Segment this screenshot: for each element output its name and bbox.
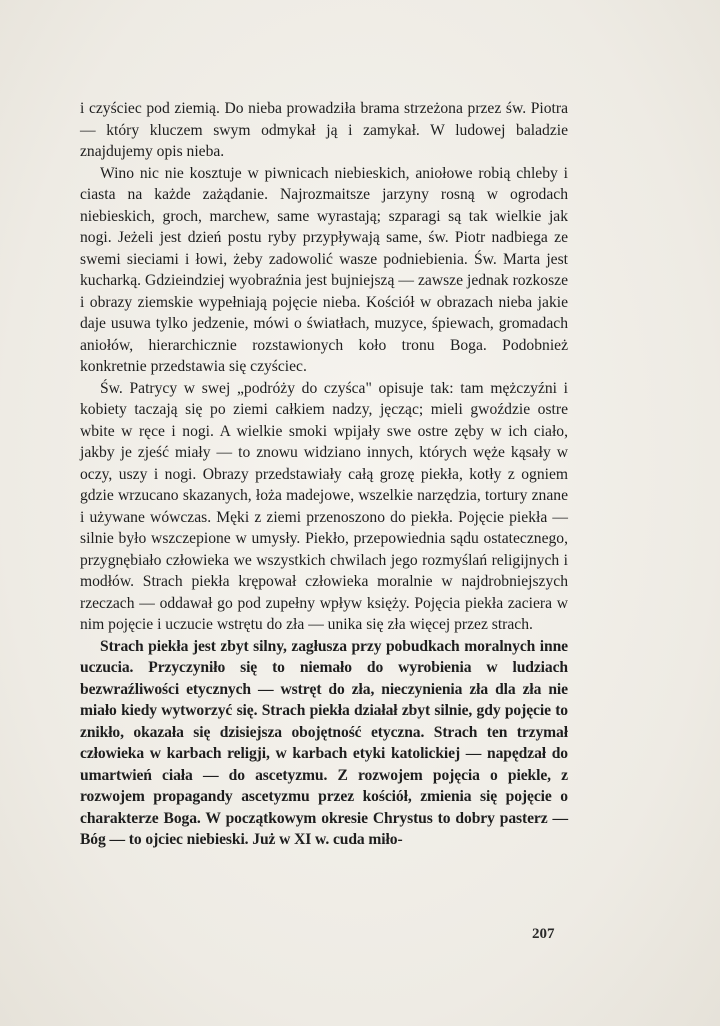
body-text [80,98,568,851]
paragraph-3: Św. Patrycy w swej „podróży do czyśca" opisuje tak: tam mężczyźni i kobiety taczają się po ziemi całkiem nadzy, jęcząc; mieli gwoździe ostre wbite w ręce i nogi. A wielkie smoki wpijały swe ostre zęby w ich ciało, jakby je zjeść miały — to znowu widziano innych, których węże kąsały w oczy, uszy i nogi. Obrazy przedstawiały całą grozę piekła, kotły z ogniem gdzie wrzucano skazanych, łoża madejowe, wszelkie narzędzia, tortury znane i używane wówczas. Męki z ziemi przenoszono do piekła. Pojęcie piekła — silnie było wszczepione w umysły. Piekło, przepowiednia sądu ostatecznego, przygnębiało człowieka we wszystkich chwilach jego rozmyślań religijnych i modłów. Strach piekła krępował człowieka moralnie w najdrobniejszych rzeczach — oddawał go pod zupełny wpływ księży. Pojęcia piekła zaciera w nim pojęcie i uczucie wstrętu do zła — unika się zła więcej przez strach. [80,379,568,633]
paragraph-1: i czyściec pod ziemią. Do nieba prowadziła brama strzeżona przez św. Piotra — który kluczem swym odmykał ją i zamykał. W ludowej baladzie znajdujemy opis nieba. [80,100,568,160]
page-number: 207 [532,926,555,942]
paragraph-2: Wino nic nie kosztuje w piwnicach niebieskich, aniołowe robią chleby i ciasta na każde zażądanie. Najrozmaitsze jarzyny rosną w ogrodach niebieskich, groch, marchew, same wyrastają; szparagi są tak wielkie jak nogi. Jeżeli jest dzień postu ryby przypływają same, św. Piotr nadbiega ze swemi sieciami i łowi, żeby zadowolić wasze podniebienia. Św. Marta jest kucharką. Gdzieindziej wyobraźnia jest bujniejszą — zawsze jednak rozkosze i obrazy ziemskie wypełniają pojęcie nieba. Kościół w obrazach nieba jakie daje usuwa tylko jedzenie, mówi o światłach, muzyce, śpiewach, gromadach aniołów, hierarchicznie rozstawionych koło tronu Boga. Podobnież konkretnie przedstawia się czyściec. [80,164,568,375]
paragraph-4: Strach piekła jest zbyt silny, zagłusza przy pobudkach moralnych inne uczucia. Przyczyniło się to niemało do wyrobienia w ludziach bezwraźliwości etycznych — wstręt do zła, nieczynienia zła dla zła nie miało kiedy wytworzyć się. Strach piekła działał zbyt silnie, gdy pojęcie to znikło, okazała się dzisiejsza obojętność etyczna. Strach ten trzymał człowieka w karbach religji, w karbach etyki katolickiej — napędzał do umartwień ciała — do ascetyzmu. Z rozwojem pojęcia o piekle, z rozwojem propagandy ascetyzmu przez kościół, zmienia się pojęcie o charakterze Boga. W początkowym okresie Chrystus to dobry pasterz — Bóg — to ojciec niebieski. Już w XI w. cuda miło- [80,637,568,848]
